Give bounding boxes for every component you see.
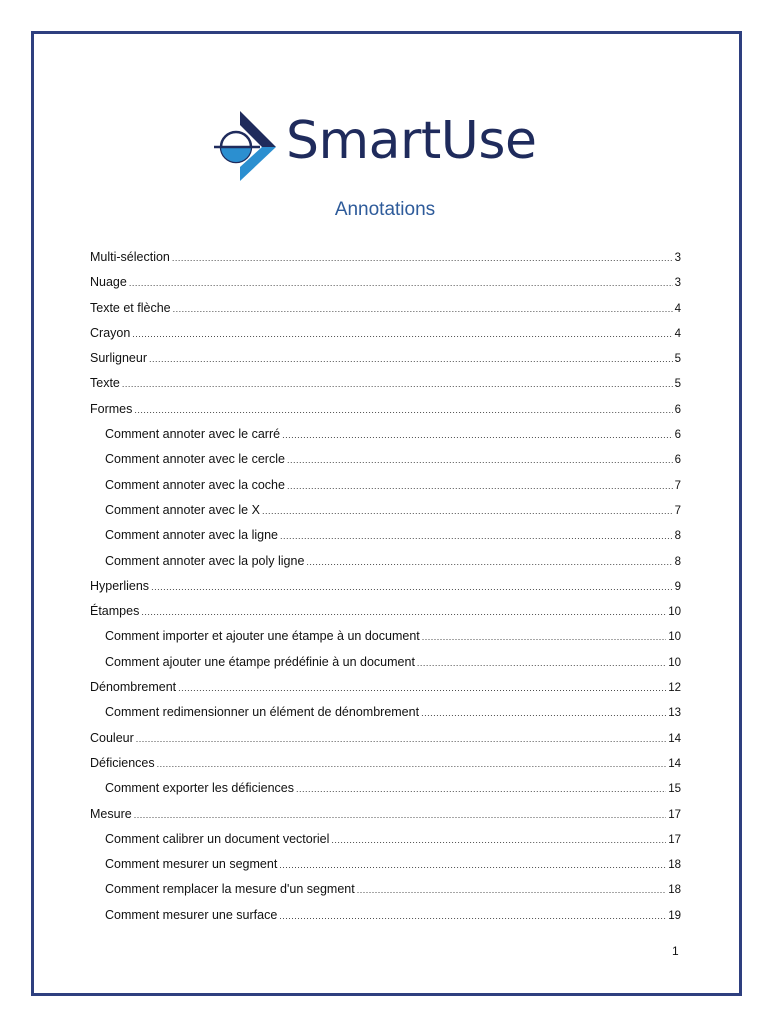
toc-entry-page[interactable]: 19 xyxy=(668,909,681,922)
page-number: 1 xyxy=(672,944,679,958)
toc-entry-title[interactable]: Texte xyxy=(90,376,120,391)
toc-leader-dots xyxy=(134,405,672,415)
toc-entry-title[interactable]: Comment mesurer une surface xyxy=(105,907,278,922)
toc-leader-dots xyxy=(151,582,673,592)
toc-leader-dots xyxy=(296,784,666,794)
toc-entry[interactable] xyxy=(90,731,681,756)
toc-entry-title[interactable]: Comment ajouter une étampe prédéfinie à un document xyxy=(105,654,415,669)
toc-entry-page[interactable]: 7 xyxy=(674,504,681,517)
toc-entry-title[interactable]: Hyperliens xyxy=(90,578,150,593)
toc-entry-page[interactable]: 6 xyxy=(674,429,681,442)
toc-leader-dots xyxy=(357,885,666,895)
toc-leader-dots xyxy=(417,658,666,668)
toc-entry-title[interactable]: Comment annoter avec le X xyxy=(105,502,260,517)
toc-entry[interactable] xyxy=(90,326,681,351)
toc-entry-title[interactable]: Surligneur xyxy=(90,351,147,366)
toc-entry-page[interactable]: 10 xyxy=(668,656,681,669)
toc-entry-title[interactable]: Comment mesurer un segment xyxy=(105,857,278,872)
toc-entry[interactable] xyxy=(90,528,681,553)
toc-entry[interactable] xyxy=(90,250,681,275)
toc-entry-title[interactable]: Déficiences xyxy=(90,755,155,770)
toc-entry[interactable] xyxy=(90,680,681,705)
toc-entry-page[interactable]: 5 xyxy=(674,353,681,366)
logo xyxy=(214,107,536,183)
toc-leader-dots xyxy=(134,810,667,820)
toc-entry[interactable] xyxy=(90,554,681,579)
toc-entry[interactable] xyxy=(90,301,681,326)
toc-leader-dots xyxy=(129,278,673,288)
toc-entry-title[interactable]: Texte et flèche xyxy=(90,300,171,315)
toc-leader-dots xyxy=(172,253,673,263)
toc-entry[interactable] xyxy=(90,832,681,857)
toc-entry-title[interactable]: Comment importer et ajouter une étampe à un document xyxy=(105,629,420,644)
toc-entry-page[interactable]: 17 xyxy=(668,833,681,846)
toc-leader-dots xyxy=(262,506,673,516)
toc-entry-page[interactable]: 9 xyxy=(674,580,681,593)
toc-entry-title[interactable]: Comment redimensionner un élément de dénombrement xyxy=(105,705,420,720)
toc-entry[interactable] xyxy=(90,402,681,427)
toc-entry-title[interactable]: Crayon xyxy=(90,325,131,340)
toc-entry[interactable] xyxy=(90,452,681,477)
toc-leader-dots xyxy=(178,683,666,693)
toc-entry[interactable] xyxy=(90,275,681,300)
toc-entry-title[interactable]: Étampes xyxy=(90,604,140,619)
toc-entry-page[interactable]: 3 xyxy=(674,252,681,264)
toc-entry[interactable] xyxy=(90,579,681,604)
toc-entry-title[interactable]: Multi-sélection xyxy=(90,250,170,264)
toc-leader-dots xyxy=(279,860,666,870)
toc-entry-title[interactable]: Couleur xyxy=(90,730,134,745)
toc-entry[interactable] xyxy=(90,857,681,882)
toc-entry-page[interactable]: 10 xyxy=(668,631,681,644)
toc-entry[interactable] xyxy=(90,604,681,629)
toc-entry[interactable] xyxy=(90,908,681,933)
toc-leader-dots xyxy=(306,557,672,567)
toc-entry-page[interactable]: 3 xyxy=(674,277,681,290)
toc-leader-dots xyxy=(122,379,673,389)
toc-entry[interactable] xyxy=(90,503,681,528)
toc-entry-title[interactable]: Comment annoter avec le carré xyxy=(105,427,281,442)
toc-leader-dots xyxy=(136,734,666,744)
toc-entry-page[interactable]: 5 xyxy=(674,378,681,391)
toc-entry[interactable] xyxy=(90,376,681,401)
logo-brand-name: SmartUse xyxy=(286,111,537,171)
toc-leader-dots xyxy=(422,632,666,642)
toc-entry-page[interactable]: 13 xyxy=(668,707,681,720)
toc-entry-page[interactable]: 10 xyxy=(668,606,681,619)
toc-entry-title[interactable]: Formes xyxy=(90,401,133,416)
toc-entry-page[interactable]: 15 xyxy=(668,783,681,796)
toc-entry-page[interactable]: 14 xyxy=(668,732,681,745)
toc-entry[interactable] xyxy=(90,655,681,680)
toc-entry-title[interactable]: Dénombrement xyxy=(90,680,177,695)
toc-entry-title[interactable]: Comment annoter avec la poly ligne xyxy=(105,553,305,568)
toc-entry-page[interactable]: 8 xyxy=(674,530,681,543)
toc-entry-title[interactable]: Nuage xyxy=(90,275,127,290)
toc-entry-page[interactable]: 8 xyxy=(674,555,681,568)
table-of-contents xyxy=(90,250,681,933)
document-title: Annotations xyxy=(334,199,436,220)
toc-entry-page[interactable]: 18 xyxy=(668,884,681,897)
toc-leader-dots xyxy=(132,329,672,339)
toc-leader-dots xyxy=(157,759,667,769)
toc-entry-page[interactable]: 4 xyxy=(674,327,681,340)
toc-leader-dots xyxy=(280,531,673,541)
toc-leader-dots xyxy=(282,430,673,440)
toc-leader-dots xyxy=(173,304,673,314)
toc-entry[interactable] xyxy=(90,807,681,832)
toc-entry[interactable] xyxy=(90,781,681,806)
toc-leader-dots xyxy=(149,354,673,364)
toc-entry-page[interactable]: 12 xyxy=(668,682,681,695)
toc-entry-page[interactable]: 6 xyxy=(674,403,681,416)
toc-leader-dots xyxy=(421,708,666,718)
toc-entry-page[interactable]: 14 xyxy=(668,757,681,770)
toc-entry-title[interactable]: Comment exporter les déficiences xyxy=(105,781,294,796)
toc-entry[interactable] xyxy=(90,756,681,781)
toc-entry[interactable] xyxy=(90,351,681,376)
toc-leader-dots xyxy=(331,835,666,845)
toc-leader-dots xyxy=(141,607,666,617)
toc-entry-title[interactable]: Mesure xyxy=(90,806,132,821)
toc-entry[interactable] xyxy=(90,478,681,503)
toc-entry-page[interactable]: 7 xyxy=(674,479,681,492)
toc-entry-title[interactable]: Comment annoter avec la ligne xyxy=(105,528,279,543)
smartuse-logo-mark-icon xyxy=(214,107,280,183)
toc-leader-dots xyxy=(287,455,673,465)
toc-entry[interactable] xyxy=(90,882,681,907)
toc-entry[interactable] xyxy=(90,705,681,730)
toc-entry-page[interactable]: 4 xyxy=(674,302,681,315)
toc-entry-page[interactable]: 17 xyxy=(668,808,681,821)
toc-entry-title[interactable]: Comment annoter avec le cercle xyxy=(105,452,285,467)
toc-leader-dots xyxy=(279,911,666,921)
toc-entry-page[interactable]: 18 xyxy=(668,859,681,872)
toc-leader-dots xyxy=(287,481,673,491)
toc-entry-title[interactable]: Comment calibrer un document vectoriel xyxy=(105,831,330,846)
toc-entry[interactable] xyxy=(90,629,681,654)
toc-entry-title[interactable]: Comment remplacer la mesure d'un segment xyxy=(105,882,355,897)
toc-entry[interactable] xyxy=(90,427,681,452)
toc-entry-title[interactable]: Comment annoter avec la coche xyxy=(105,477,285,492)
toc-entry-page[interactable]: 6 xyxy=(674,454,681,467)
